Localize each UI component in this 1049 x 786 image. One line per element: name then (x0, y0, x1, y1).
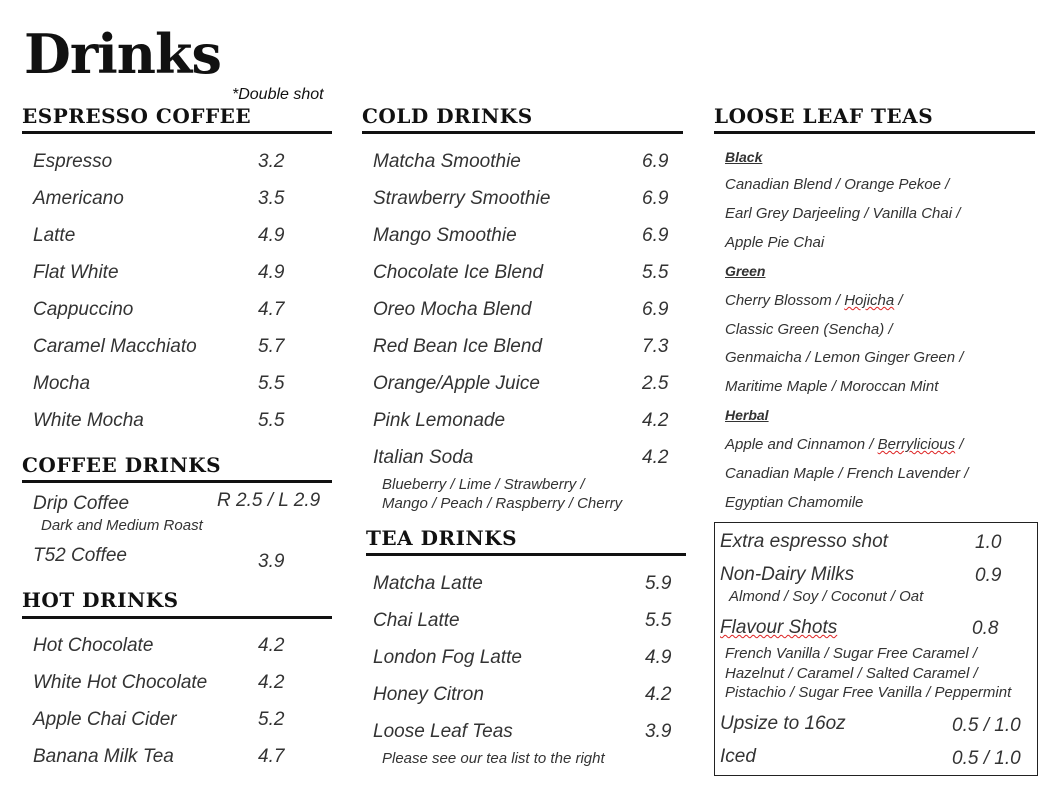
menu-item-name: Cappuccino (33, 299, 134, 320)
coffee-drinks-heading: COFFEE DRINKS (22, 453, 222, 477)
menu-item-name: Latte (33, 225, 76, 246)
menu-item-name: Americano (33, 188, 124, 209)
menu-item-name: Espresso (33, 151, 113, 172)
coffee-drinks-rule (22, 480, 332, 483)
menu-item-price: 5.5 (258, 373, 285, 394)
tea-drinks-rule (366, 553, 686, 556)
menu-item-name: Mango Smoothie (373, 225, 517, 246)
menu-item-name: Banana Milk Tea (33, 746, 174, 767)
tea-list-line: Egyptian Chamomile (725, 494, 864, 511)
tea-list-line: Canadian Maple / French Lavender / (725, 465, 969, 482)
menu-item-price: 4.9 (645, 647, 672, 668)
menu-item-name: Loose Leaf Teas (373, 721, 513, 742)
flavour-options-line: Hazelnut / Caramel / Salted Caramel / (725, 665, 978, 682)
milk-options: Almond / Soy / Coconut / Oat (729, 588, 924, 605)
tea-list-line: Maritime Maple / Moroccan Mint (725, 378, 939, 395)
tea-list-line (725, 436, 963, 453)
addon-name: Non-Dairy Milks (720, 564, 855, 585)
menu-item-price: 4.2 (258, 635, 285, 656)
tea-name-text: Cherry Blossom / (725, 292, 845, 309)
menu-item-price: 3.9 (258, 551, 285, 572)
menu-item-name: Honey Citron (373, 684, 484, 705)
tea-category-black: Black (725, 149, 763, 165)
flavour-options-line: Pistachio / Sugar Free Vanilla / Peppermint (725, 684, 1012, 701)
flavour-options-line: French Vanilla / Sugar Free Caramel / (725, 645, 978, 662)
menu-item-name: Chocolate Ice Blend (373, 262, 544, 283)
addon-name: Upsize to 16oz (720, 713, 846, 734)
hot-drinks-rule (22, 616, 332, 619)
addon-price: 0.9 (975, 565, 1002, 586)
menu-item-price: 4.2 (258, 672, 285, 693)
tea-list-line: Earl Grey Darjeeling / Vanilla Chai / (725, 205, 961, 222)
menu-item-price: 6.9 (642, 151, 669, 172)
addon-price: 0.8 (972, 618, 999, 639)
menu-item-price: 3.9 (645, 721, 672, 742)
menu-item-price: 4.2 (642, 410, 669, 431)
tea-list-line (725, 292, 903, 309)
menu-item-name: Red Bean Ice Blend (373, 336, 543, 357)
addon-name: Flavour Shots (720, 617, 838, 638)
tea-drinks-heading: TEA DRINKS (366, 526, 518, 550)
menu-item-name: Drip Coffee (33, 493, 130, 514)
menu-item-price: 5.5 (258, 410, 285, 431)
hot-drinks-heading: HOT DRINKS (22, 588, 179, 612)
addon-price: 0.5 / 1.0 (952, 748, 1021, 769)
menu-item-name: Pink Lemonade (373, 410, 506, 431)
soda-flavours-line-1: Blueberry / Lime / Strawberry / (382, 476, 585, 493)
menu-item-price: 6.9 (642, 188, 669, 209)
menu-item-price: 7.3 (642, 336, 669, 357)
loose-leaf-rule (714, 131, 1035, 134)
menu-item-name: Italian Soda (373, 447, 474, 468)
page-title: Drinks (24, 22, 221, 86)
menu-item-name: Chai Latte (373, 610, 460, 631)
menu-item-price: 2.5 (642, 373, 669, 394)
tea-list-line: Canadian Blend / Orange Pekoe / (725, 176, 950, 193)
menu-item-name: Caramel Macchiato (33, 336, 197, 357)
drip-roast-note: Dark and Medium Roast (41, 517, 203, 534)
menu-item-name: Matcha Smoothie (373, 151, 521, 172)
tea-list-note: Please see our tea list to the right (382, 750, 605, 767)
menu-item-name: White Mocha (33, 410, 144, 431)
tea-list-line: Apple Pie Chai (725, 234, 825, 251)
menu-item-name: White Hot Chocolate (33, 672, 208, 693)
menu-item-price: 3.5 (258, 188, 285, 209)
menu-item-name: Oreo Mocha Blend (373, 299, 532, 320)
tea-name-text: Apple and Cinnamon / (725, 436, 878, 453)
menu-item-price: 4.9 (258, 262, 285, 283)
menu-item-price: 5.9 (645, 573, 672, 594)
double-shot-note: *Double shot (232, 86, 324, 103)
menu-item-price: 4.7 (258, 299, 285, 320)
soda-flavours-line-2: Mango / Peach / Raspberry / Cherry (382, 495, 623, 512)
menu-item-price: 5.2 (258, 709, 285, 730)
menu-item-name: Matcha Latte (373, 573, 483, 594)
menu-item-name: Flat White (33, 262, 119, 283)
menu-item-price: 5.5 (642, 262, 669, 283)
menu-item-price: 5.5 (645, 610, 672, 631)
tea-category-green: Green (725, 263, 766, 279)
menu-item-price: 3.2 (258, 151, 285, 172)
menu-item-price: 5.7 (258, 336, 285, 357)
tea-list-line: Genmaicha / Lemon Ginger Green / (725, 349, 964, 366)
menu-item-name: Hot Chocolate (33, 635, 154, 656)
menu-item-name: Orange/Apple Juice (373, 373, 540, 394)
menu-item-price: 4.2 (645, 684, 672, 705)
menu-item-name: Apple Chai Cider (33, 709, 177, 730)
cold-drinks-heading: COLD DRINKS (362, 104, 533, 128)
menu-item-price: 4.7 (258, 746, 285, 767)
menu-item-price: 6.9 (642, 225, 669, 246)
tea-category-herbal: Herbal (725, 407, 769, 423)
addon-name: Iced (720, 746, 756, 767)
loose-leaf-heading: LOOSE LEAF TEAS (714, 104, 934, 128)
tea-name-text: Hojicha (844, 292, 895, 309)
menu-item-price: R 2.5 / L 2.9 (217, 490, 321, 511)
menu-item-price: 4.2 (642, 447, 669, 468)
tea-name-text: / (894, 292, 903, 309)
addon-name: Extra espresso shot (720, 531, 888, 552)
menu-item-name: Mocha (33, 373, 91, 394)
tea-name-text: Berrylicious (877, 436, 956, 453)
menu-item-price: 6.9 (642, 299, 669, 320)
menu-item-name: Strawberry Smoothie (373, 188, 551, 209)
addon-price: 0.5 / 1.0 (952, 715, 1021, 736)
espresso-heading: ESPRESSO COFFEE (22, 104, 252, 128)
menu-item-price: 4.9 (258, 225, 285, 246)
espresso-rule (22, 131, 332, 134)
addon-price: 1.0 (975, 532, 1002, 553)
cold-drinks-rule (362, 131, 683, 134)
tea-list-line: Classic Green (Sencha) / (725, 321, 893, 338)
menu-item-name: T52 Coffee (33, 545, 127, 566)
tea-name-text: / (955, 436, 964, 453)
menu-item-name: London Fog Latte (373, 647, 522, 668)
